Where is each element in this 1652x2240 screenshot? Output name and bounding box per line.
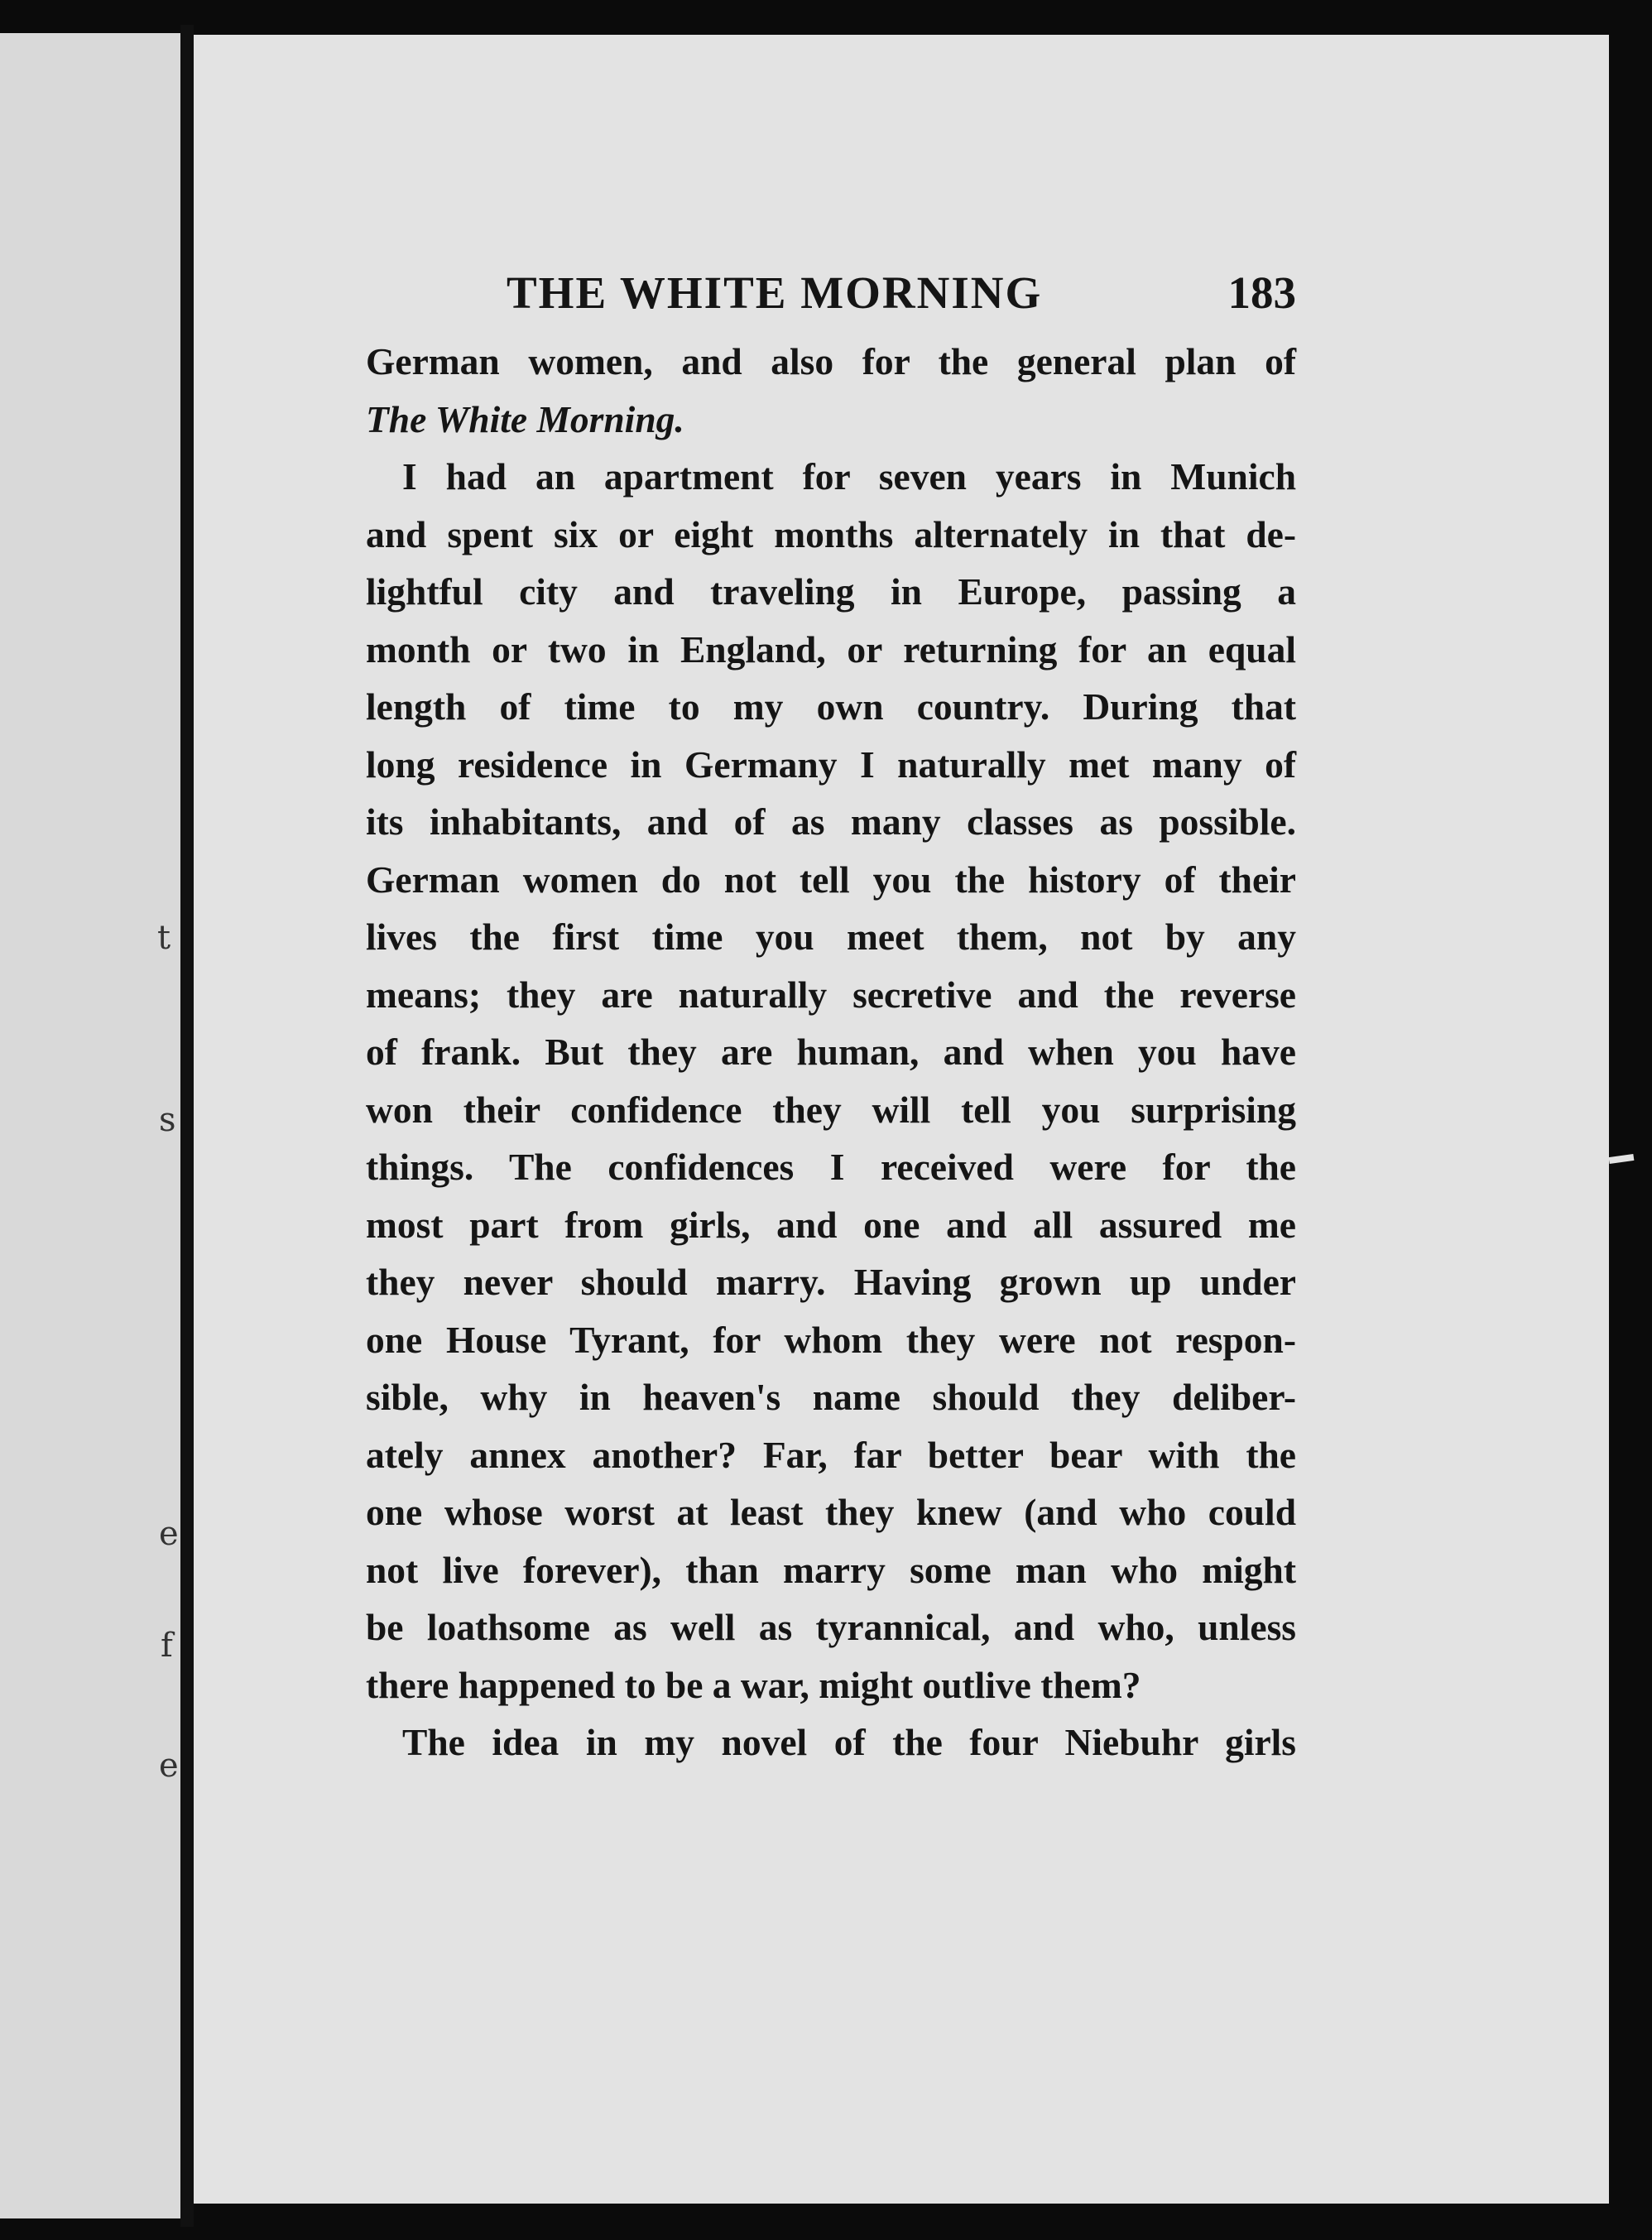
text-line: German women, and also for the general plan of [366,340,1296,382]
text-line: length of time to my own country. During that [366,685,1296,728]
text-line: not live forever), than marry some man who might [366,1548,1296,1591]
running-head [366,267,1296,324]
page-number: 183 [1227,267,1296,318]
text-line: most part from girls, and one and all assured me [366,1203,1296,1246]
left-page-fragment: e [159,1515,179,1553]
text-line: its inhabitants, and of as many classes as possible. [366,800,1296,843]
paragraph-start: I had an apartment for seven years in Munich [402,455,1296,498]
book-title-italic: The White Morning. [366,397,684,440]
left-page-fragment: s [159,1101,176,1139]
running-title: THE WHITE MORNING [507,267,1043,318]
page-gutter [180,25,194,2227]
left-page-fragment: t [157,919,171,957]
page-right-border [1609,25,1652,2240]
text-line: lightful city and traveling in Europe, passing a [366,570,1296,613]
paragraph-start: The idea in my novel of the four Niebuhr girls [402,1721,1296,1763]
text-line: things. The confidences I received were for the [366,1146,1296,1188]
text-line: means; they are naturally secretive and the reverse [366,973,1296,1016]
page-text [366,267,1296,1771]
left-page-fragment: f [161,1627,173,1665]
text-line: one whose worst at least they knew (and who could [366,1491,1296,1533]
text-line: and spent six or eight months alternately in that de- [366,512,1296,555]
text-line: there happened to be a war, might outlive them? [366,1663,1141,1706]
text-line: sible, why in heaven's name should they deliber- [366,1376,1296,1418]
text-line: won their confidence they will tell you surprising [366,1088,1296,1131]
text-line: lives the first time you meet them, not by any [366,916,1296,958]
text-line: ately annex another? Far, far better bear with the [366,1433,1296,1476]
text-line: be loathsome as well as tyrannical, and who, unless [366,1606,1296,1648]
text-line: of frank. But they are human, and when you have [366,1031,1296,1073]
left-page-fragment: e [159,1747,179,1785]
left-page-sliver [0,33,180,2218]
text-line: they never should marry. Having grown up under [366,1261,1296,1303]
text-line: long residence in Germany I naturally met many of [366,743,1296,786]
text-line: month or two in England, or returning for an equal [366,627,1296,671]
text-line: one House Tyrant, for whom they were not respon- [366,1318,1296,1361]
text-line: German women do not tell you the history of their [366,858,1296,901]
